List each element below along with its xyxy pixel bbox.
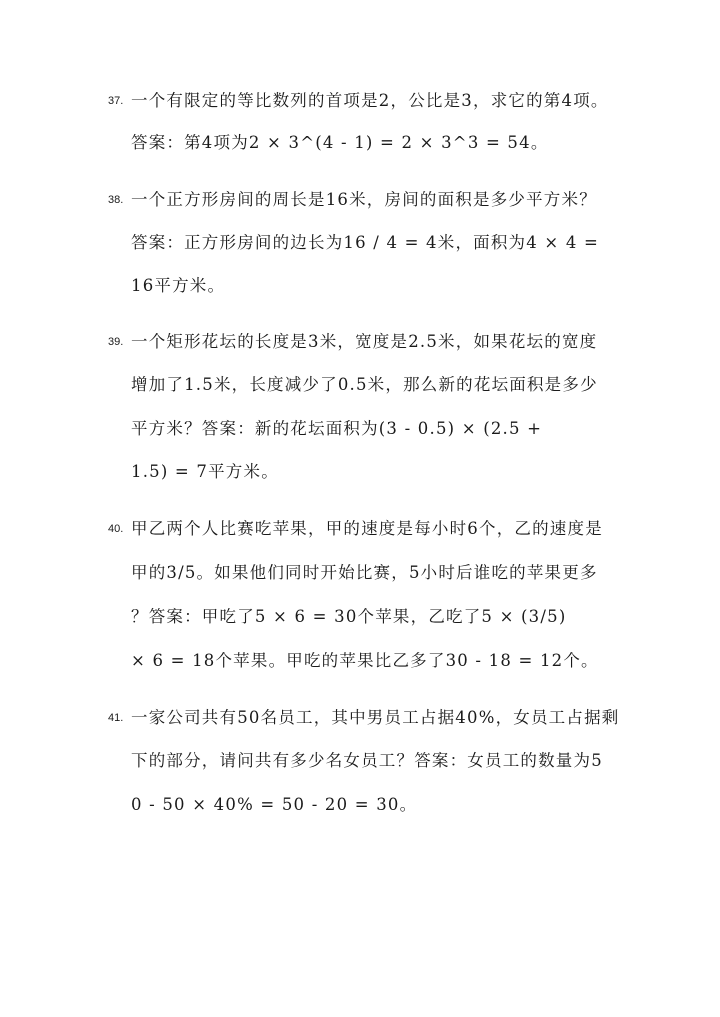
answer-text-line: 0 - 50 × 40% = 50 - 20 = 30。 bbox=[131, 795, 418, 814]
problem-text-line: 增加了1.5米，长度减少了0.5米，那么新的花坛面积是多少 bbox=[131, 375, 598, 394]
answer-text-line: 答案：第4项为2 × 3^(4 - 1) = 2 × 3^3 = 54。 bbox=[131, 133, 549, 152]
problem-text-line: 一家公司共有50名员工，其中男员工占据40%，女员工占据剩 bbox=[131, 708, 620, 727]
problem-number: 37. bbox=[108, 95, 124, 107]
problem-number: 41. bbox=[108, 712, 124, 724]
problem-text-line: 甲的3/5。如果他们同时开始比赛，5小时后谁吃的苹果更多 bbox=[131, 563, 598, 582]
problem-text-line: 一个矩形花坛的长度是3米，宽度是2.5米，如果花坛的宽度 bbox=[131, 332, 598, 351]
answer-text-line: 平方米？答案：新的花坛面积为(3 - 0.5) × (2.5 + bbox=[131, 419, 543, 438]
problem-number: 39. bbox=[108, 336, 124, 348]
answer-text-line: × 6 = 18个苹果。甲吃的苹果比乙多了30 - 18 = 12个。 bbox=[131, 651, 599, 670]
problem-text-line: 一个有限定的等比数列的首项是2，公比是3，求它的第4项。 bbox=[131, 91, 609, 110]
problem-text-line: 一个正方形房间的周长是16米，房间的面积是多少平方米？ bbox=[131, 190, 597, 209]
answer-text-line: 下的部分，请问共有多少名女员工？答案：女员工的数量为5 bbox=[131, 751, 603, 770]
answer-text-line: 答案：正方形房间的边长为16 / 4 = 4米，面积为4 × 4 = bbox=[131, 233, 600, 252]
answer-text-line: 1.5) = 7平方米。 bbox=[131, 462, 279, 481]
answer-text-line: ？答案：甲吃了5 × 6 = 30个苹果，乙吃了5 × (3/5) bbox=[131, 607, 567, 626]
problem-number: 40. bbox=[108, 523, 124, 535]
problem-text-line: 甲乙两个人比赛吃苹果，甲的速度是每小时6个，乙的速度是 bbox=[131, 519, 603, 538]
problem-number: 38. bbox=[108, 194, 124, 206]
answer-text-line: 16平方米。 bbox=[131, 276, 226, 295]
